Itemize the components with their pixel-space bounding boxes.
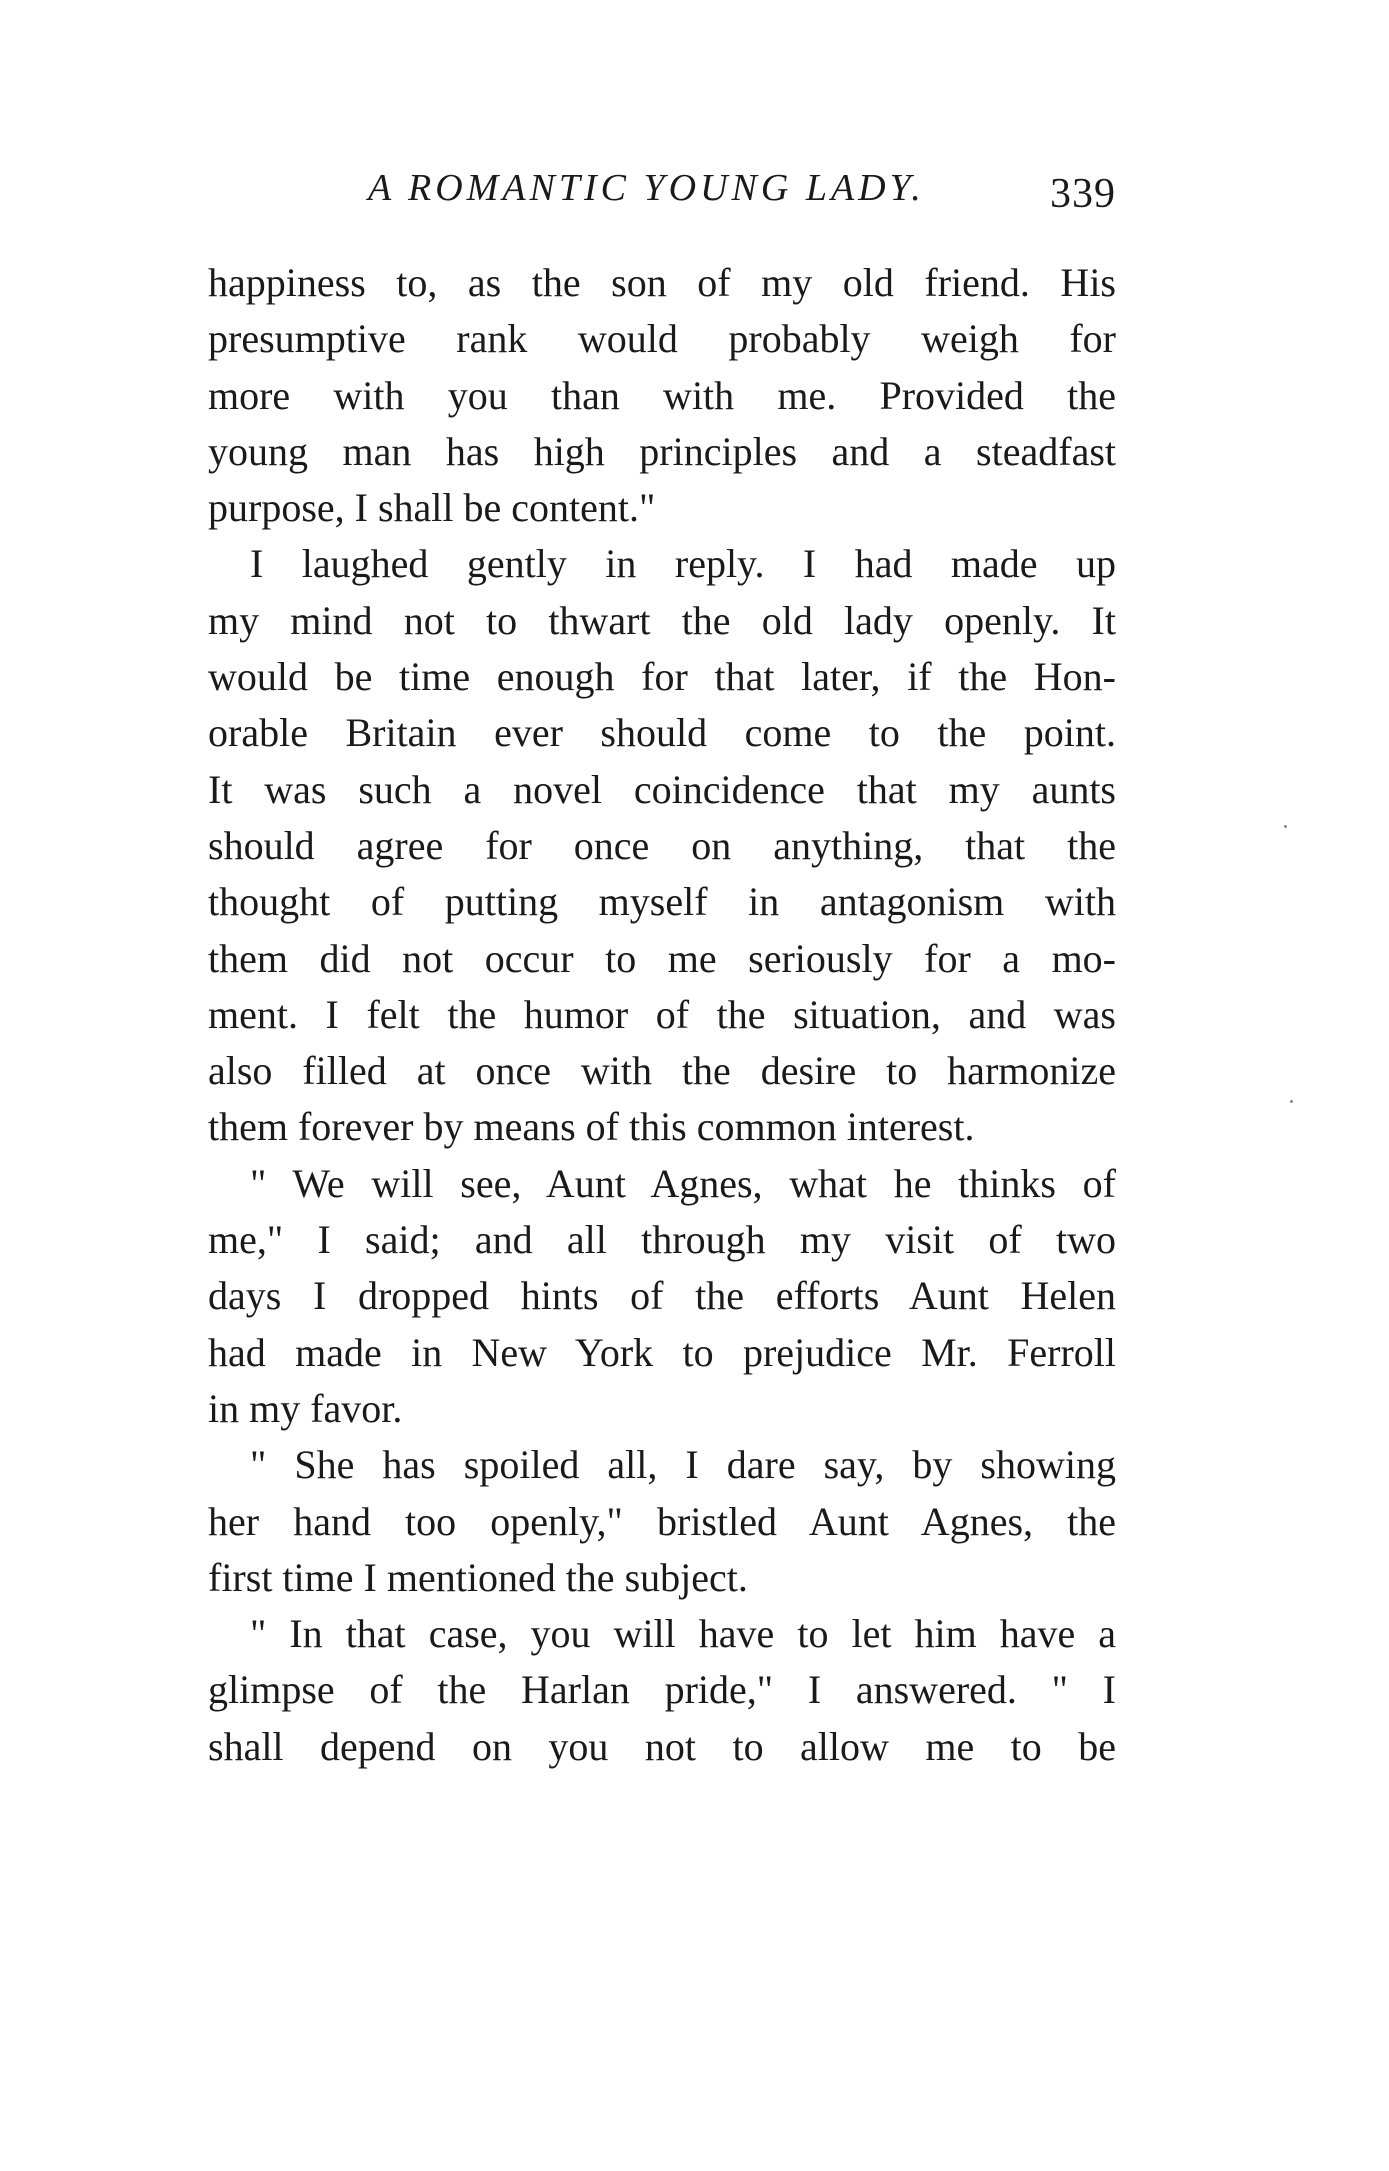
text-line: " We will see, Aunt Agnes, what he thinks of (250, 1160, 1116, 1206)
text-line: orable Britain ever should come to the point. (208, 710, 1116, 756)
text-line: glimpse of the Harlan pride," I answered. " I (208, 1667, 1116, 1713)
text-line: I laughed gently in reply. I had made up (250, 541, 1116, 587)
text-line: ment. I felt the humor of the situation, and was (208, 991, 1116, 1037)
text-line: had made in New York to prejudice Mr. Ferroll (208, 1329, 1116, 1375)
text-line: It was such a novel coincidence that my aunts (208, 766, 1116, 812)
text-line: young man has high principles and a steadfast (208, 428, 1116, 474)
page-number: 339 (1050, 171, 1116, 217)
running-title: A ROMANTIC YOUNG LADY. (368, 167, 925, 209)
text-line: would be time enough for that later, if the Hon- (208, 654, 1116, 700)
scan-speck (1284, 825, 1287, 828)
body-text (208, 255, 1116, 1775)
page-header (208, 150, 1116, 230)
text-line: " In that case, you will have to let him have a (250, 1611, 1116, 1657)
text-line: happiness to, as the son of my old friend. His (208, 260, 1116, 305)
text-line: should agree for once on anything, that the (208, 822, 1116, 868)
text-line: them forever by means of this common interest. (208, 1104, 975, 1150)
text-line: in my favor. (208, 1385, 403, 1431)
text-line: presumptive rank would probably weigh for (208, 316, 1116, 362)
text-line: days I dropped hints of the efforts Aunt Helen (208, 1273, 1116, 1319)
text-line: them did not occur to me seriously for a mo- (208, 935, 1116, 981)
text-line: shall depend on you not to allow me to be (208, 1723, 1116, 1769)
text-line: her hand too openly," bristled Aunt Agnes, the (208, 1498, 1116, 1544)
text-line: purpose, I shall be content." (208, 485, 656, 531)
scan-speck (1290, 1100, 1293, 1103)
text-line: " She has spoiled all, I dare say, by showing (250, 1442, 1116, 1488)
text-line: thought of putting myself in antagonism with (208, 879, 1116, 925)
text-line: also filled at once with the desire to harmonize (208, 1048, 1116, 1094)
text-line: more with you than with me. Provided the (208, 372, 1116, 418)
text-line: my mind not to thwart the old lady openly. It (208, 597, 1116, 643)
text-line: first time I mentioned the subject. (208, 1554, 748, 1600)
text-line: me," I said; and all through my visit of two (208, 1217, 1116, 1263)
